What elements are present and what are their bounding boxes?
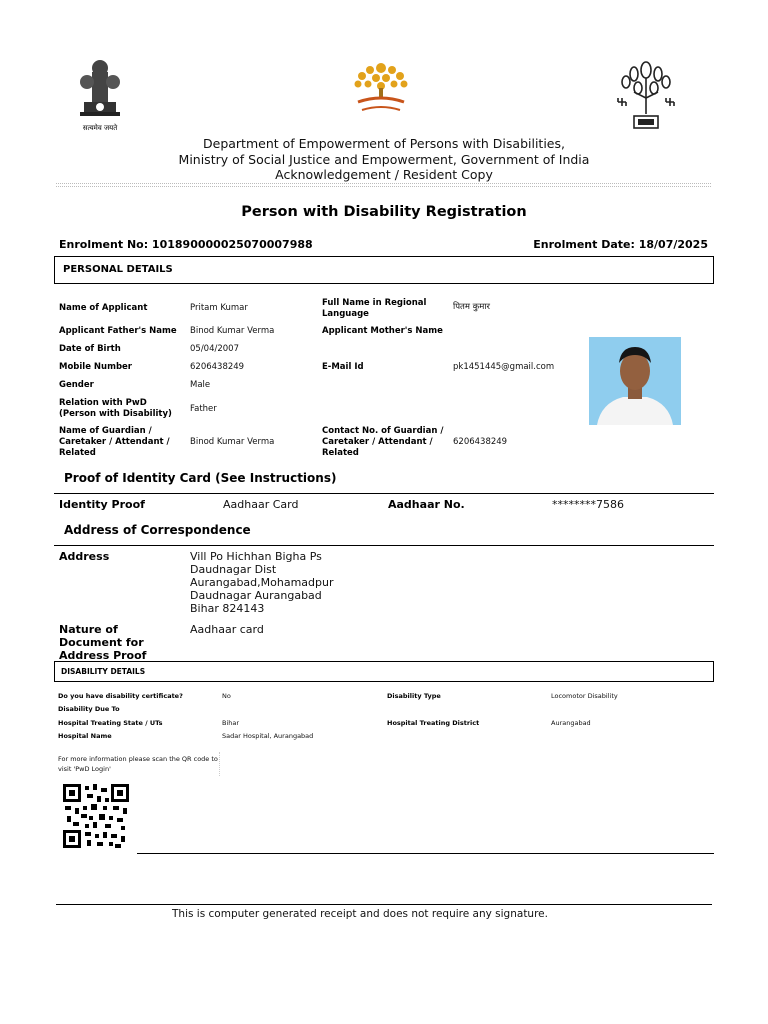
- regional-name: पितम कुमार: [453, 302, 490, 312]
- identity-divider: [54, 493, 714, 494]
- father-name: Binod Kumar Verma: [190, 326, 275, 336]
- regional-name-label: Full Name in Regional Language: [322, 298, 427, 319]
- aadhaar-number: ********7586: [552, 498, 624, 511]
- relation: Father: [190, 404, 217, 414]
- guardian-contact: 6206438249: [453, 437, 508, 447]
- mother-name-label: Applicant Mother's Name: [322, 326, 443, 336]
- qr-note-divider: [219, 752, 220, 776]
- identity-proof: Aadhaar Card: [223, 498, 299, 511]
- header-divider: [56, 183, 711, 184]
- footer-note: This is computer generated receipt and does not require any signature.: [172, 908, 548, 920]
- hospital-name: Sadar Hospital, Aurangabad: [222, 732, 314, 740]
- ministry-name: Ministry of Social Justice and Empowerment, Government of India: [178, 152, 590, 167]
- qr-code[interactable]: [63, 784, 129, 848]
- address-line: Aurangabad,Mohamadpur: [190, 576, 334, 589]
- disability-details-header: [54, 661, 714, 682]
- email-label: E-Mail Id: [322, 362, 364, 372]
- gender: Male: [190, 380, 211, 390]
- mobile-number: 6206438249: [190, 362, 245, 372]
- father-name-label: Applicant Father's Name: [59, 326, 177, 336]
- address-line: Vill Po Hichhan Bigha Ps: [190, 550, 322, 563]
- address-divider: [54, 545, 714, 546]
- dob-label: Date of Birth: [59, 344, 121, 354]
- address-label: Address: [59, 550, 110, 563]
- disability-details-heading: DISABILITY DETAILS: [61, 667, 146, 676]
- hospital-name-label: Hospital Name: [58, 732, 112, 740]
- page-title: Person with Disability Registration: [241, 204, 527, 220]
- guardian-name: Binod Kumar Verma: [190, 437, 275, 447]
- department-name: Department of Empowerment of Persons with Disabilities,: [203, 136, 565, 151]
- email-id: pk1451445@gmail.com: [453, 362, 555, 372]
- address-line: Daudnagar Dist: [190, 563, 277, 576]
- state-logo: [346, 58, 416, 118]
- address-proof-document: Aadhaar card: [190, 623, 264, 636]
- hospital-district-label: Hospital Treating District: [387, 719, 480, 727]
- applicant-photo: [589, 337, 681, 425]
- hospital-district: Aurangabad: [551, 719, 591, 727]
- address-line: Daudnagar Aurangabad: [190, 589, 322, 602]
- identity-section-heading: Proof of Identity Card (See Instructions): [64, 471, 337, 485]
- address-section-heading: Address of Correspondence: [64, 523, 251, 537]
- personal-details-header: [54, 256, 714, 284]
- disability-due-label: Disability Due To: [58, 705, 120, 713]
- applicant-name-label: Name of Applicant: [59, 303, 148, 313]
- qr-note: For more information please scan the QR code to visit 'PwD Login': [58, 755, 218, 773]
- enrolment-date: Enrolment Date: 18/07/2025: [533, 238, 708, 251]
- guardian-name-label: Name of Guardian / Caretaker / Attendant / Related: [59, 426, 170, 458]
- national-emblem: [72, 58, 128, 134]
- gender-label: Gender: [59, 380, 94, 390]
- header-divider: [56, 186, 711, 187]
- bodhi-tree-logo: [614, 58, 678, 134]
- hospital-state-label: Hospital Treating State / UTs: [58, 719, 163, 727]
- hospital-state: Bihar: [222, 719, 240, 727]
- disability-type-label: Disability Type: [387, 692, 441, 700]
- personal-details-heading: PERSONAL DETAILS: [63, 264, 173, 275]
- copy-type: Acknowledgement / Resident Copy: [275, 167, 493, 182]
- emblem-motto: सत्यमेव जयते: [82, 124, 118, 132]
- address-proof-label: Nature of Document for Address Proof: [59, 623, 147, 662]
- aadhaar-label: Aadhaar No.: [388, 498, 465, 511]
- footer-divider: [56, 904, 712, 905]
- applicant-name: Pritam Kumar: [190, 303, 248, 313]
- dob: 05/04/2007: [190, 344, 239, 354]
- certificate-value: No: [222, 692, 231, 700]
- address-line: Bihar 824143: [190, 602, 265, 615]
- enrolment-number: Enrolment No: 101890000025070007988: [59, 238, 313, 251]
- relation-label: Relation with PwD (Person with Disability): [59, 398, 172, 419]
- disability-type: Locomotor Disability: [551, 692, 618, 700]
- mobile-label: Mobile Number: [59, 362, 132, 372]
- qr-divider: [137, 853, 714, 854]
- certificate-label: Do you have disability certificate?: [58, 692, 183, 700]
- guardian-contact-label: Contact No. of Guardian / Caretaker / Attendant / Related: [322, 426, 444, 458]
- identity-proof-label: Identity Proof: [59, 498, 145, 511]
